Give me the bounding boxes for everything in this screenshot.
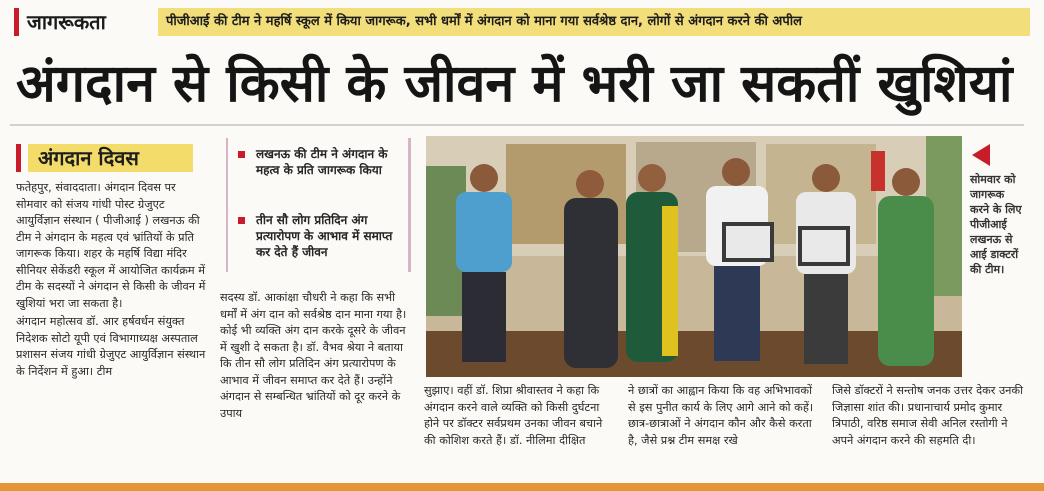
section-box-title [16, 140, 196, 176]
article-column-1 [16, 180, 210, 475]
bullet-square-icon [238, 217, 245, 224]
highlights-box [226, 138, 411, 272]
highlight-item [238, 146, 404, 178]
box-title-label: अंगदान दिवस [28, 144, 193, 172]
highlight-text: लखनऊ की टीम ने अंगदान के महत्व के प्रति जागरूक किया [256, 147, 388, 177]
bullet-square-icon [238, 151, 245, 158]
subheadline: पीजीआई की टीम ने महर्षि स्कूल में किया जागरूक, सभी धर्मों में अंगदान को माना गया सर्वश्रेष्ठ दान, लोगों से अंगदान करने की अपील [158, 8, 1030, 36]
photo-caption: सोमवार को जागरूक करने के लिए पीजीआई लखनऊ से आई डाक्टरों की टीम। [970, 173, 1022, 276]
section-kicker: जागरूकता [14, 8, 157, 36]
article-column-4 [628, 383, 820, 483]
article-column-3 [424, 383, 616, 483]
paragraph: जिसे डॉक्टरों ने सन्तोष जनक उत्तर देकर उनकी जिज्ञासा शांत की। प्रधानाचार्य प्रमोद कुमार त्रिपाठी, वरिष्ठ समाज सेवी अनिल रस्तोगी ने अपने अंगदान करने की सहमति दी। [832, 384, 1024, 447]
headline: अंगदान से किसी के जीवन में भरी जा सकतीं खुशियां [16, 54, 1013, 114]
group-photo-illustration [426, 136, 962, 377]
red-accent-bar [16, 144, 21, 172]
paragraph-2: अंगदान महोत्सव डॉ. आर हर्षवर्धन संयुक्त निदेशक सोटो यूपी एवं विभागाध्यक्ष अस्पताल प्रशासन संजय गांधी ग्रेजुएट आयुर्विज्ञान संस्थान के निर्देशन में हुआ। टीम [16, 315, 206, 378]
caption-arrow-icon [972, 144, 990, 166]
top-strip [14, 8, 1022, 36]
paragraph-1: फतेहपुर, संवाददाता। अंगदान दिवस पर सोमवार को संजय गांधी पोस्ट ग्रेजुएट आयुर्विज्ञान संस्थान ( पीजीआई ) लखनऊ की टीम ने अंगदान के महत्व एवं भ्रांतियों के प्रति जागरूक किया। शहर के महर्षि विद्या मंदिर सीनियर सेकेंडरी स्कूल में आयोजित कार्यक्रम में टीम के सदस्यों ने अंगदान से किसी के जीवन में खुशियां भरा जा सकता है। [16, 181, 206, 310]
article-column-2 [220, 290, 410, 485]
paragraph: ने छात्रों का आह्वान किया कि वह अभिभावकों से इस पुनीत कार्य के लिए आगे आने को कहें। छात्र-छात्राओं ने अंगदान कौन और कैसे करता है, जैसे प्रश्न टीम समक्ष रखे [628, 384, 814, 447]
bottom-bar [0, 483, 1044, 491]
paragraph: सुझाए। वहीं डॉ. शिप्रा श्रीवास्तव ने कहा कि अंगदान करने वाले व्यक्ति को किसी दुर्घटना होने पर डॉक्टर सर्वप्रथम उनका जीवन बचाने की कोशिश करते हैं। डॉ. नीलिमा दीक्षित [424, 384, 603, 447]
highlight-text: तीन सौ लोग प्रतिदिन अंग प्रत्यारोपण के आभाव में समाप्त कर देते हैं जीवन [256, 213, 393, 259]
article-column-5 [832, 383, 1027, 483]
highlight-item [238, 212, 404, 260]
news-photo [426, 136, 962, 377]
divider [10, 124, 1024, 126]
paragraph: सदस्य डॉ. आकांक्षा चौधरी ने कहा कि सभी धर्मों में अंग दान को सर्वश्रेष्ठ दान माना गया है। कोई भी व्यक्ति अंग दान करके दूसरे के जीवन में खुशी दे सकता है। डॉ. वैभव श्रेया ने बताया कि तीन सौ लोग प्रतिदिन अंग प्रत्यारोपण के आभाव में जीवन समाप्त कर देते हैं। उन्होंने अंगदान से सम्बन्धित भ्रांतियों को दूर करने के उपाय [220, 291, 407, 420]
